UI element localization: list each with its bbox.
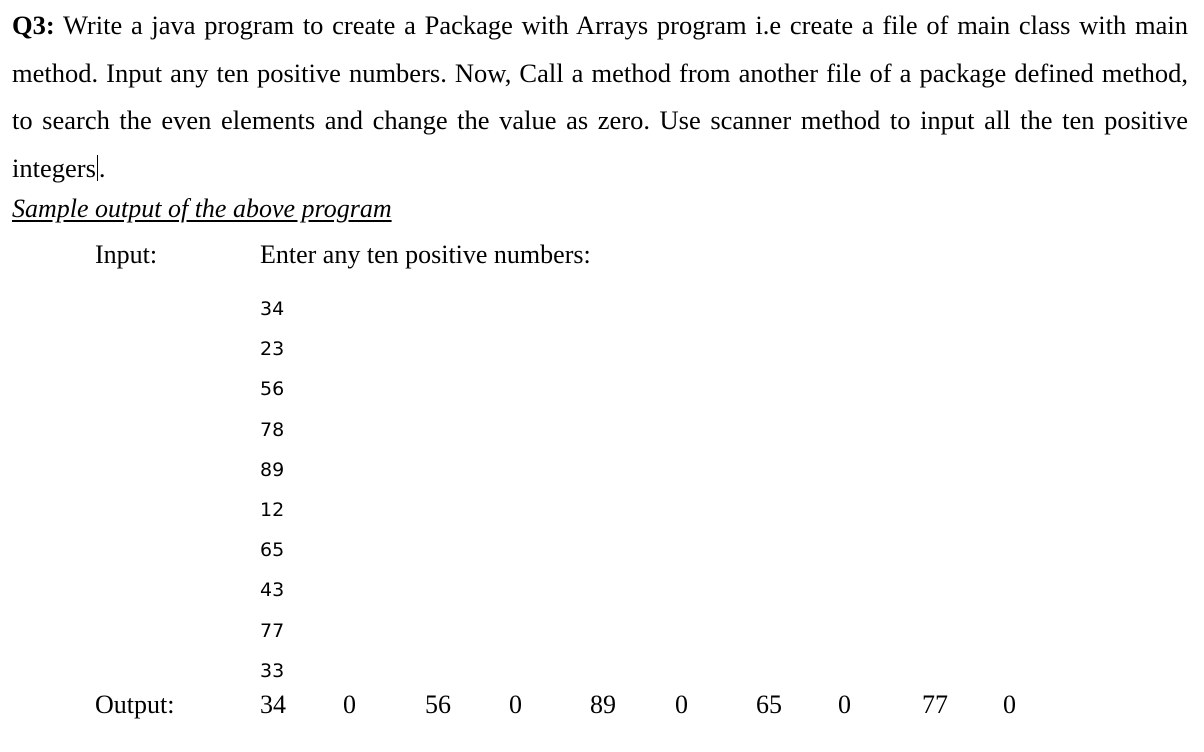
output-value: 0 bbox=[509, 690, 522, 719]
question-end: . bbox=[98, 152, 106, 183]
input-value: 89 bbox=[260, 458, 285, 481]
output-value: 56 bbox=[425, 690, 451, 719]
input-values-list bbox=[260, 289, 284, 691]
question-label: Q3: bbox=[12, 10, 55, 40]
input-value: 77 bbox=[260, 619, 285, 642]
input-prompt: Enter any ten positive numbers: bbox=[260, 240, 591, 269]
output-value: 0 bbox=[838, 690, 851, 719]
input-value: 78 bbox=[260, 418, 285, 441]
sample-output-heading: Sample output of the above program bbox=[12, 194, 392, 223]
input-value: 65 bbox=[260, 539, 285, 562]
output-value: 0 bbox=[343, 690, 356, 719]
input-value: 34 bbox=[260, 298, 285, 320]
output-label: Output: bbox=[95, 690, 175, 719]
question-text: Write a java program to create a Package with Arrays program i.e create a file of main class with main method. Input any ten positive numbers. Now, Call a method from another file of a package defined method, to search the even elements and change the value as zero. Use scanner method to input all the ten positive integers bbox=[12, 10, 1188, 183]
input-value: 12 bbox=[260, 499, 285, 522]
input-value: 43 bbox=[260, 579, 285, 602]
input-label: Input: bbox=[95, 240, 158, 269]
output-value: 0 bbox=[1003, 690, 1016, 719]
input-value: 23 bbox=[260, 338, 285, 361]
input-value: 33 bbox=[260, 659, 285, 682]
text-cursor bbox=[97, 155, 98, 181]
input-value: 56 bbox=[260, 378, 285, 401]
output-value: 77 bbox=[922, 690, 948, 719]
output-value: 89 bbox=[590, 690, 616, 719]
output-value: 34 bbox=[260, 690, 286, 719]
output-value: 65 bbox=[756, 690, 782, 719]
question-paragraph bbox=[12, 2, 1188, 192]
output-value: 0 bbox=[675, 690, 688, 719]
